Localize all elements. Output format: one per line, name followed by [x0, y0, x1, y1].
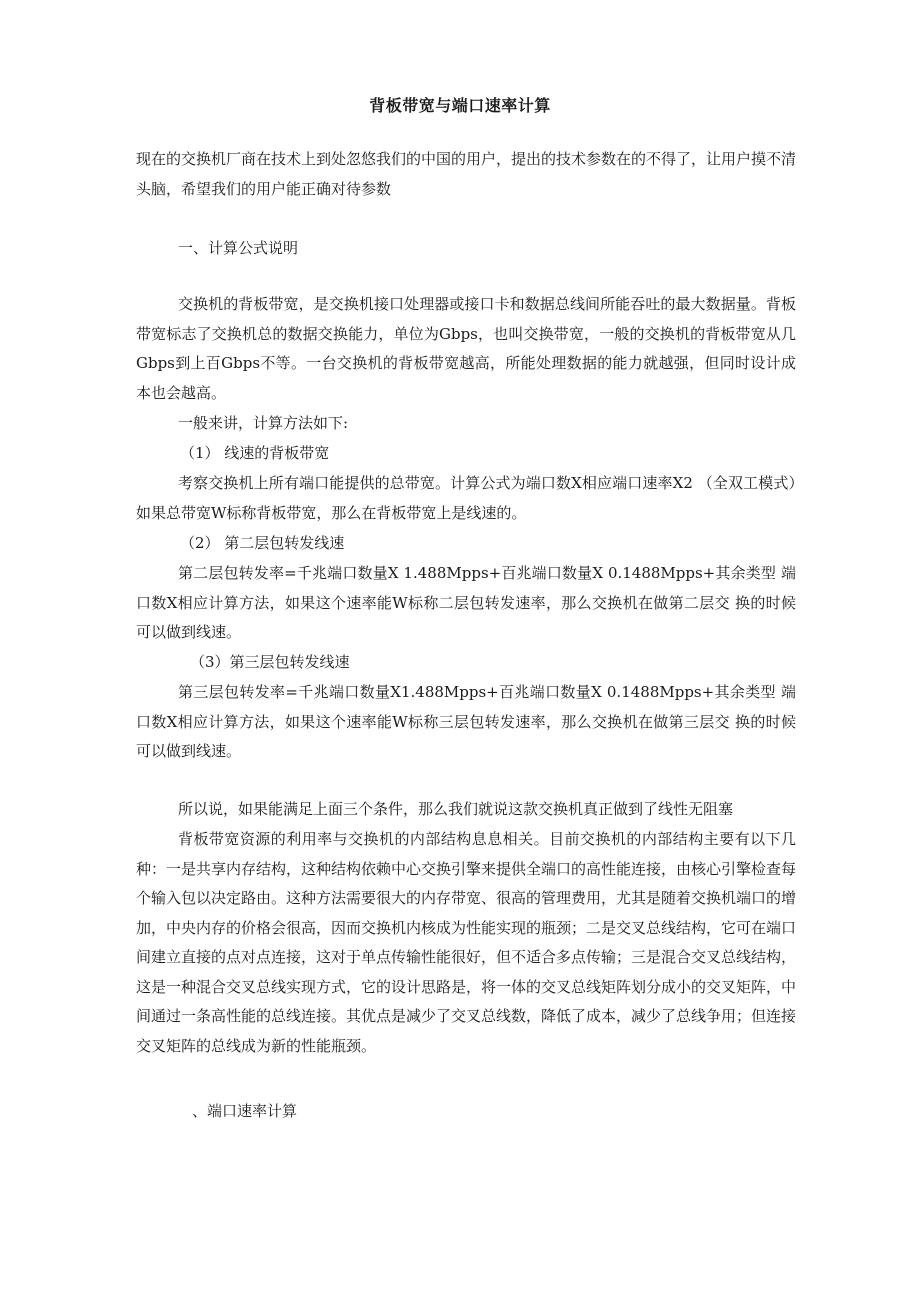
item-heading-line-rate: （1） 线速的背板带宽: [180, 444, 330, 462]
paragraph-internal-structure: 背板带宽资源的利用率与交换机的内部结构息息相关。目前交换机的内部结构主要有以下几种：一是共享内存结构，这种结构依赖中心交换引擎来提供全端口的高性能连接，由核心引擎检查每个输入包以决定路由。这种方法需要很大的内存带宽、很高的管理费用，尤其是随着交换机端口的增加，中央内存的价格会很高，因而交换机内核成为性能实现的瓶颈；二是交叉总线结构，它可在端口间建立直接的点对点连接，这对于单点传输性能很好，但不适合多点传输；三是混合交叉总线结构，这是一种混合交叉总线实现方式，它的设计思路是，将一体的交叉总线矩阵划分成小的交叉矩阵，中间通过一条高性能的总线连接。其优点是减少了交叉总线数，降低了成本，减少了总线争用；但连接交叉矩阵的总线成为新的性能瓶颈。: [136, 830, 797, 1055]
section-heading-port-rate: 、端口速率计算: [192, 1102, 298, 1120]
item-heading-layer3: （3）第三层包转发线速: [190, 653, 350, 671]
item-body-layer3: 第三层包转发率=千兆端口数量X1.488Mpps+百兆端口数量X 0.1488Mpps+其余类型 端口数X相应计算方法，如果这个速率能W标称三层包转发速率，那么交换机在做第三层交 换的时候可以做到线速。: [136, 683, 796, 760]
document-title: 背板带宽与端口速率计算: [369, 96, 551, 115]
paragraph-conclusion: 所以说，如果能满足上面三个条件，那么我们就说这款交换机真正做到了线性无阻塞: [178, 800, 734, 818]
paragraph-backplane-bandwidth: 交换机的背板带宽，是交换机接口处理器或接口卡和数据总线间所能吞吐的最大数据量。背板带宽标志了交换机总的数据交换能力，单位为Gbps，也叫交换带宽，一般的交换机的背板带宽从几Gbps到上百Gbps不等。一台交换机的背板带宽越高，所能处理数据的能力就越强，但同时设计成本也会越高。: [136, 295, 796, 402]
item-body-layer2: 第二层包转发率=千兆端口数量X 1.488Mpps+百兆端口数量X 0.1488Mpps+其余类型 端口数X相应计算方法，如果这个速率能W标称二层包转发速率，那么交换机在做第二层交 换的时候可以做到线速。: [136, 564, 796, 641]
section-heading-formulas: 一、计算公式说明: [178, 239, 299, 257]
item-body-line-rate: 考察交换机上所有端口能提供的总带宽。计算公式为端口数X相应端口速率X2 （全双工模式）如果总带宽W标称背板带宽，那么在背板带宽上是线速的。: [136, 474, 796, 522]
paragraph-calc-method: 一般来讲，计算方法如下:: [178, 414, 349, 432]
item-heading-layer2: （2） 第二层包转发线速: [180, 534, 345, 552]
intro-paragraph: 现在的交换机厂商在技术上到处忽悠我们的中国的用户，提出的技术参数在的不得了，让用户摸不清头脑，希望我们的用户能正确对待参数: [136, 150, 797, 198]
